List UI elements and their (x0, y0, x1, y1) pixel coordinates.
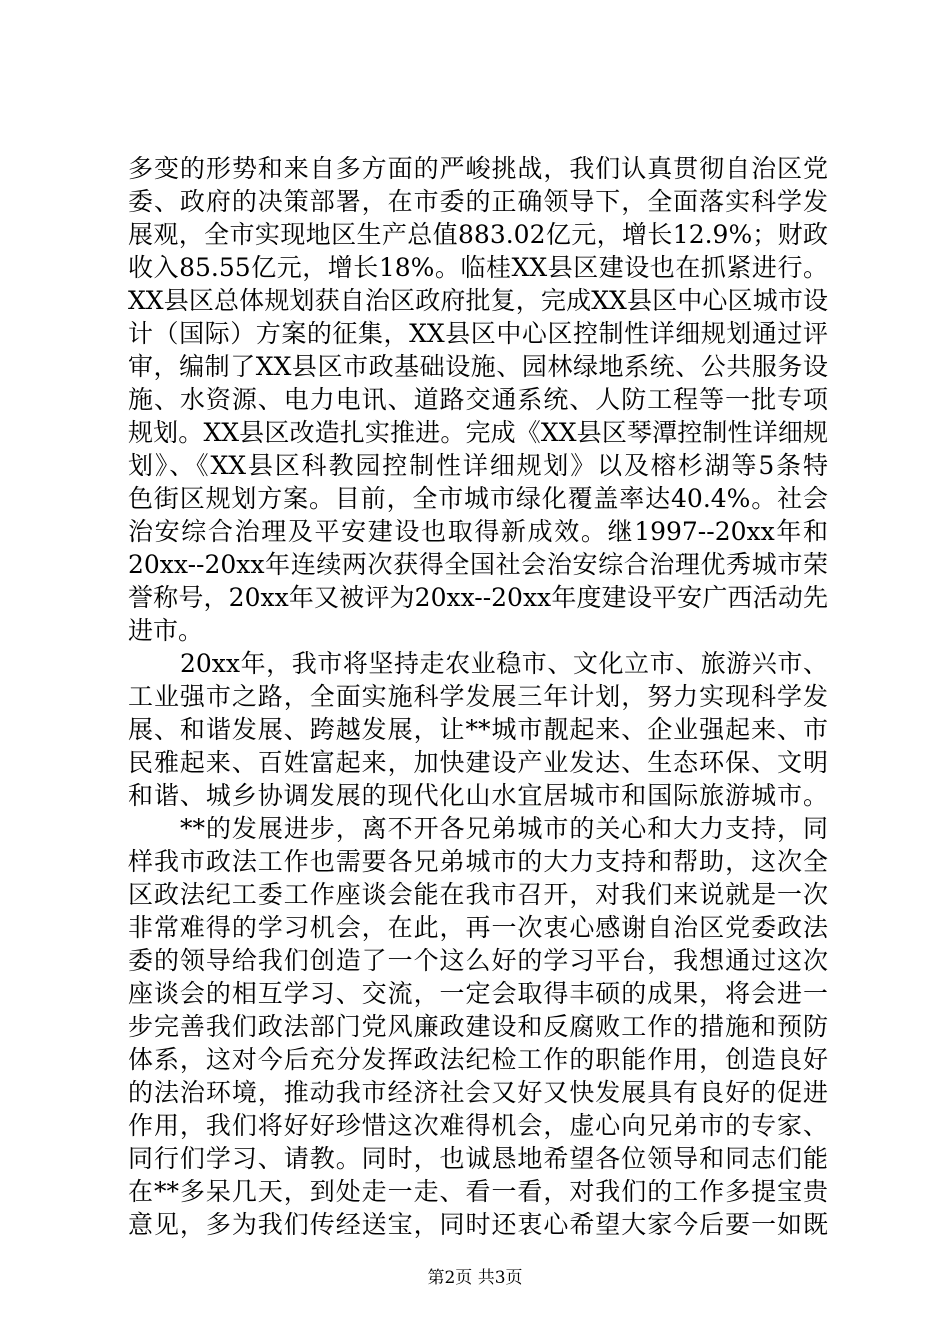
paragraph-line: 工业强市之路，全面实施科学发展三年计划，努力实现科学发 (128, 682, 828, 711)
paragraph-line: 施、水资源、电力电讯、道路交通系统、人防工程等一批专项 (128, 385, 828, 414)
paragraph-line: 意见，多为我们传经送宝，同时还衷心希望大家今后要一如既 (128, 1210, 828, 1239)
paragraph-line: 誉称号，20xx年又被评为20xx--20xx年度建设平安广西活动先 (128, 583, 828, 612)
page-number: 第2页 共3页 (427, 1268, 523, 1288)
paragraph-line: 和谐、城乡协调发展的现代化山水宜居城市和国际旅游城市。 (128, 781, 828, 810)
paragraph-line: 色街区规划方案。目前，全市城市绿化覆盖率达40.4%。社会 (128, 484, 828, 513)
paragraph-line: 非常难得的学习机会，在此，再一次衷心感谢自治区党委政法 (128, 913, 828, 942)
paragraph-line: XX县区总体规划获自治区政府批复，完成XX县区中心区城市设 (128, 286, 828, 315)
paragraph-line: 20xx--20xx年连续两次获得全国社会治安综合治理优秀城市荣 (128, 550, 828, 579)
paragraph-line: 展、和谐发展、跨越发展，让**城市靓起来、企业强起来、市 (128, 715, 828, 744)
paragraph-line: 进市。 (128, 616, 204, 645)
paragraph-line: 作用，我们将好好珍惜这次难得机会，虚心向兄弟市的专家、 (128, 1111, 828, 1140)
paragraph-line: 样我市政法工作也需要各兄弟城市的大力支持和帮助，这次全 (128, 847, 828, 876)
paragraph-line: 展观，全市实现地区生产总值883.02亿元，增长12.9%；财政 (128, 220, 828, 249)
paragraph-line: 的法治环境，推动我市经济社会又好又快发展具有良好的促进 (128, 1078, 828, 1107)
paragraph-line: 收入85.55亿元，增长18%。临桂XX县区建设也在抓紧进行。 (128, 253, 828, 282)
paragraph-line: 步完善我们政法部门党风廉政建设和反腐败工作的措施和预防 (128, 1012, 828, 1041)
paragraph-first-line: 20xx年，我市将坚持走农业稳市、文化立市、旅游兴市、 (180, 649, 828, 678)
paragraph-line: 治安综合治理及平安建设也取得新成效。继1997--20xx年和 (128, 517, 828, 546)
paragraph-line: 多变的形势和来自多方面的严峻挑战，我们认真贯彻自治区党 (128, 154, 828, 183)
paragraph-line: 委的领导给我们创造了一个这么好的学习平台，我想通过这次 (128, 946, 828, 975)
paragraph-line: 体系，这对今后充分发挥政法纪检工作的职能作用，创造良好 (128, 1045, 828, 1074)
paragraph-first-line: **的发展进步，离不开各兄弟城市的关心和大力支持，同 (180, 814, 828, 843)
paragraph-line: 同行们学习、请教。同时，也诚恳地希望各位领导和同志们能 (128, 1144, 828, 1173)
paragraph-line: 划》、《XX县区科教园控制性详细规划》以及榕杉湖等5条特 (128, 451, 828, 480)
paragraph-line: 委、政府的决策部署，在市委的正确领导下，全面落实科学发 (128, 187, 828, 216)
paragraph-line: 区政法纪工委工作座谈会能在我市召开，对我们来说就是一次 (128, 880, 828, 909)
paragraph-line: 在**多呆几天，到处走一走、看一看，对我们的工作多提宝贵 (128, 1177, 828, 1206)
paragraph-line: 规划。XX县区改造扎实推进。完成《XX县区琴潭控制性详细规 (128, 418, 828, 447)
paragraph-line: 座谈会的相互学习、交流，一定会取得丰硕的成果，将会进一 (128, 979, 828, 1008)
paragraph-line: 民雅起来、百姓富起来，加快建设产业发达、生态环保、文明 (128, 748, 828, 777)
paragraph-line: 审，编制了XX县区市政基础设施、园林绿地系统、公共服务设 (128, 352, 828, 381)
paragraph-line: 计（国际）方案的征集，XX县区中心区控制性详细规划通过评 (128, 319, 828, 348)
